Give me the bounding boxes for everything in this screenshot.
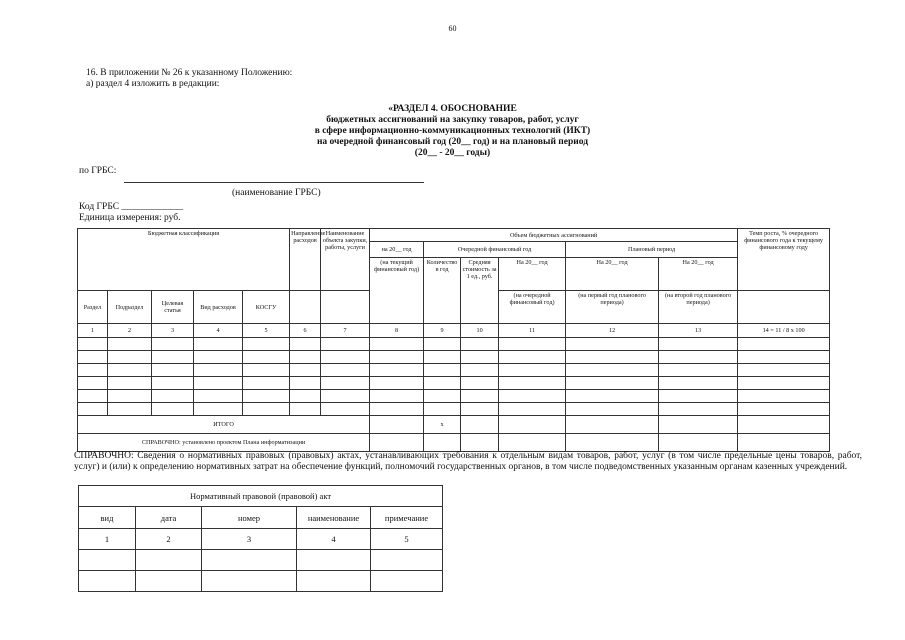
column-number-row: [78, 324, 830, 338]
table-row: [79, 550, 443, 571]
header-next-year: Очередной финансовый год: [424, 242, 566, 258]
table-row: [78, 377, 830, 390]
table-row: [78, 351, 830, 364]
col-num: 14 = 11 / 8 x 100: [738, 324, 830, 338]
header-budget-classification: Бюджетная классификация: [78, 229, 290, 291]
header-direction: Направление расходов: [290, 229, 321, 291]
subheader-section: Раздел: [78, 291, 108, 324]
col-num: 7: [321, 324, 370, 338]
act-col-note: примечание: [371, 507, 443, 529]
title-line-3: в сфере информационно-коммуникационных технологий (ИКТ): [314, 126, 591, 136]
title-line-1: «РАЗДЕЛ 4. ОБОСНОВАНИЕ: [388, 104, 517, 114]
grbs-code: Код ГРБС _____________: [79, 202, 184, 212]
normative-act-table: [78, 485, 443, 592]
act-col-num: 3: [202, 529, 297, 550]
table-row: [78, 364, 830, 377]
table-row: [78, 403, 830, 416]
table-row: [79, 571, 443, 592]
intro-line-1: 16. В приложении № 26 к указанному Положению:: [86, 68, 293, 78]
reference-label: СПРАВОЧНО: установлено проектом Плана информатизации: [78, 434, 370, 452]
col-num: 9: [424, 324, 461, 338]
subheader-target-article: Целевая статья: [152, 291, 194, 324]
col-num: 3: [152, 324, 194, 338]
col-num: 12: [566, 324, 659, 338]
subheader-subsection: Подраздел: [108, 291, 152, 324]
table-row: [78, 338, 830, 351]
act-col-type: вид: [79, 507, 136, 529]
header-object: Наименование объекта закупки, работы, услуги: [321, 229, 370, 291]
intro-line-2: а) раздел 4 изложить в редакции:: [86, 79, 220, 89]
total-x-mark: x: [424, 416, 461, 434]
subheader-expense-type: Вид расходов: [194, 291, 243, 324]
act-col-name: наименование: [297, 507, 371, 529]
act-col-num: 4: [297, 529, 371, 550]
act-table-header: Нормативный правовой (правовой) акт: [79, 486, 443, 507]
act-col-date: дата: [136, 507, 202, 529]
subheader-kosgu: КОСГУ: [243, 291, 290, 324]
unit-of-measure: Единица измерения: руб.: [79, 213, 181, 223]
col-num: 1: [78, 324, 108, 338]
header-next-year-sum: На 20__ год: [499, 258, 566, 291]
col-num: 4: [194, 324, 243, 338]
header-plan1: На 20__ год: [566, 258, 659, 291]
col-num: 6: [290, 324, 321, 338]
act-col-num: 1: [79, 529, 136, 550]
page-number: 60: [448, 24, 457, 33]
empty-cell: [290, 291, 321, 324]
col-num: 8: [370, 324, 424, 338]
total-row: [78, 416, 830, 434]
header-plan1-note: (на первый год планового периода): [566, 291, 659, 324]
header-current-year-note: (на текущий финансовый год): [370, 258, 424, 324]
grbs-label: по ГРБС:: [79, 166, 117, 176]
header-volume: Объем бюджетных ассигнований: [370, 229, 738, 242]
header-quantity: Количество в год: [424, 258, 461, 324]
table-row: [78, 390, 830, 403]
grbs-underline: [124, 182, 424, 183]
col-num: 5: [243, 324, 290, 338]
intro-text: [86, 68, 292, 90]
title-line-2: бюджетных ассигнований на закупку товаров, работ, услуг: [326, 115, 579, 125]
header-plan-period: Плановый период: [566, 242, 738, 258]
reference-row: [78, 434, 830, 452]
header-plan2: На 20__ год: [659, 258, 738, 291]
col-num: 2: [108, 324, 152, 338]
header-next-year-sum-note: (на очередной финансовый год): [499, 291, 566, 324]
header-avg-cost: Средняя стоимость за 1 ед., руб.: [461, 258, 499, 324]
section-title: [0, 104, 905, 159]
total-label: ИТОГО: [78, 416, 370, 434]
col-num: 11: [499, 324, 566, 338]
header-plan2-note: (на второй год планового периода): [659, 291, 738, 324]
reference-note: СПРАВОЧНО: Сведения о нормативных правовых (правовых) актах, устанавливающих требования к отдельным видам товаров, работ, услуг (в том числе предельные цены товаров, работ, услуг) и (или) к определению нормативных затрат на обеспечение функций, полномочий государственных органов, в том числе подведомственных указанным органам казенных учреждений.: [74, 451, 862, 472]
header-current-year: на 20__ год: [370, 242, 424, 258]
act-col-num: 2: [136, 529, 202, 550]
title-line-4: на очередной финансовый год (20__ год) и на плановый период: [316, 137, 589, 147]
empty-cell: [321, 291, 370, 324]
empty-cell: [738, 291, 830, 324]
budget-table: [77, 228, 830, 452]
act-col-number: номер: [202, 507, 297, 529]
col-num: 13: [659, 324, 738, 338]
title-line-5: (20__ - 20__ годы): [414, 148, 491, 158]
grbs-caption: (наименование ГРБС): [232, 188, 321, 198]
col-num: 10: [461, 324, 499, 338]
header-growth: Темп роста, % очередного финансового года к текущему финансовому году: [738, 229, 830, 291]
act-col-num: 5: [371, 529, 443, 550]
